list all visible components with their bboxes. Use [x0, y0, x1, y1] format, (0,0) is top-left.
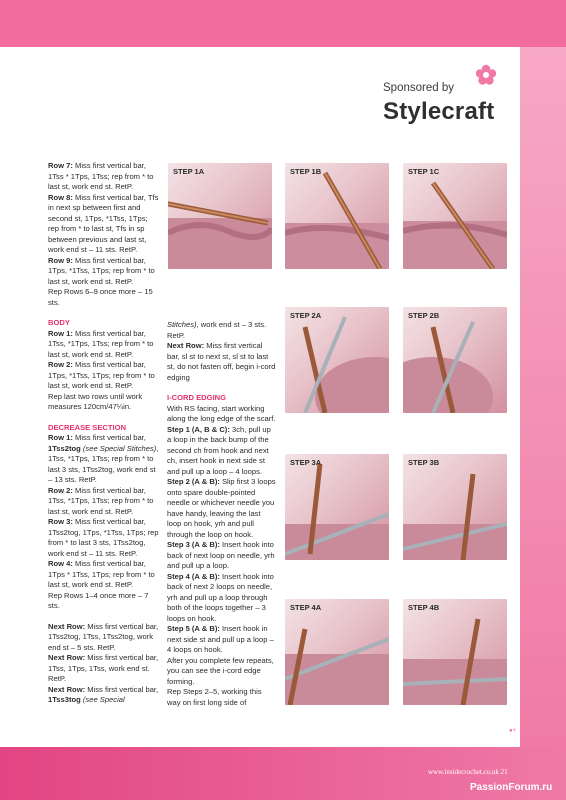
step-label: STEP 3A [290, 458, 322, 467]
brand-logo-text: Stylecraft [383, 98, 495, 125]
step-text: Insert hook into back of next loop on needle, yrh and pull up a loop. [167, 540, 275, 570]
step-photo-3a [285, 454, 389, 560]
row-label: Row 1: [48, 328, 73, 338]
row-text: Miss first vertical bar, sl st to next st, sl st to last st, do not fasten off, begin i-cord edging [167, 341, 276, 382]
step-photo-1c [403, 163, 507, 269]
step-label: Step 5 (A & B): [167, 624, 220, 633]
step-label: Step 2 (A & B): [167, 477, 220, 486]
row-text: Miss first vertical bar, 1Tss, *1Tps, 1Tss; rep from * to last st, work end st. RetP. [48, 485, 154, 516]
step-label: STEP 1A [173, 167, 205, 176]
step-text: Slip first 3 loops onto spare double-pointed needle or whichever needle you have handy, leaving the last loop on hook, yrh and pull through the loop on hook. [167, 477, 276, 539]
row-label: Row 3: [48, 517, 73, 526]
top-banner [0, 0, 566, 47]
stitch-name: 1Tss2tog [48, 443, 81, 453]
row-text: Miss first vertical bar, 1Tss, 1Tps, 1Tss, work end st. RetP. [48, 653, 159, 683]
row-label: Next Row: [48, 684, 86, 694]
step-photo-1a [168, 163, 272, 269]
row-label: Next Row: [48, 653, 86, 662]
step-photo-4b [403, 599, 507, 705]
photo-illustration [168, 163, 272, 269]
step-text: Insert hook into back of next 2 loops on needle, yrh and pull up a loop through both of the loops together – 3 loops on hook. [167, 571, 274, 623]
step-label: STEP 1C [408, 167, 440, 176]
row-label: Row 2: [48, 360, 73, 369]
watermark: PassionForum.ru [470, 782, 553, 793]
pattern-column-1 [48, 161, 160, 706]
photo-illustration [285, 163, 389, 269]
note-text: After you complete few repeats, you can see the i-cord edge forming. [167, 655, 274, 686]
row-label: Row 7: [48, 161, 73, 170]
photo-illustration [285, 307, 389, 413]
step-label: Step 3 (A & B): [167, 540, 220, 549]
step-photo-2a [285, 307, 389, 413]
step-label: STEP 1B [290, 167, 322, 176]
row-text: Miss first vertical bar, 1Tss, *1Tps, 1Tss; rep from * to last st, work end st. RetP. [48, 328, 154, 359]
row-text: Miss first vertical bar, 1Tps, *1Tss, 1Tps; rep from * to last st, work end st. RetP. [48, 255, 155, 286]
row-text: , work end st – 3 sts. RetP. [167, 320, 267, 340]
cross-reference: (see Special Stitches) [80, 443, 157, 453]
photo-illustration [285, 599, 389, 705]
photo-illustration [403, 307, 507, 413]
row-text: Miss first vertical bar, 1Tps, *1Tss, 1Tps; rep from * to last st, work end st. RetP. [48, 360, 155, 390]
cross-reference: Stitches) [167, 320, 197, 329]
cross-reference: (see Special [80, 695, 125, 704]
stitch-name: 1Tss3tog [48, 695, 81, 704]
photo-illustration [403, 163, 507, 269]
step-text: 3ch, pull up a loop in the back bump of the second ch from hook and next ch, insert hook in next side st and pull up a loop – 4 loops. [167, 424, 271, 476]
photo-illustration [403, 454, 507, 560]
section-heading-body: BODY [48, 318, 70, 327]
step-photo-4a [285, 599, 389, 705]
row-text: Miss first vertical bar, 1Tps * 1Tss, 1Tps; rep from * to last st, work end st. RetP. [48, 559, 155, 589]
step-label: STEP 4A [290, 603, 322, 612]
step-label: STEP 2A [290, 311, 322, 320]
step-label: STEP 4B [408, 603, 440, 612]
row-text: Miss first vertical bar, 1Tss * 1Tps, 1Tss; rep from * to last st, work end st. RetP. [48, 161, 154, 191]
row-text: Miss first vertical bar, Tfs in next sp between first and second st, 1Tps, *1Tss, 1Tps; rep from * to last st, Tfs in sp between previous and last st, work end st – 11 sts. RetP. [48, 192, 159, 254]
flower-logo-icon [475, 64, 497, 86]
sponsor-block [383, 82, 513, 128]
repeat-note: Rep Steps 2–5, working this way on first long side of [167, 687, 262, 707]
continued-marker: ●+ [509, 728, 517, 734]
row-text: Miss first vertical bar, [85, 684, 159, 694]
repeat-note: Rep Rows 6–9 once more – 15 sts. [48, 287, 153, 307]
footer-url [428, 768, 508, 776]
repeat-note: Rep last two rows until work measures 120cm/47¼in. [48, 391, 143, 411]
step-photo-1b [285, 163, 389, 269]
repeat-note: Rep Rows 1–4 once more – 7 sts. [48, 590, 149, 610]
row-label: Row 2: [48, 485, 73, 495]
intro-text: With RS facing, start working along the long edge of the scarf. [167, 403, 276, 423]
step-label: Step 1 (A, B & C): [167, 424, 230, 434]
section-heading-icord: I-CORD EDGING [167, 393, 227, 402]
step-label: STEP 3B [408, 458, 440, 467]
sponsor-label: Sponsored by [383, 82, 454, 94]
photo-illustration [285, 454, 389, 560]
step-text: Insert hook in next side st and pull up a loop – 4 loops on hook. [167, 624, 274, 654]
step-label: STEP 2B [408, 311, 440, 320]
row-text: Miss first vertical bar, 1Tss2tog, 1Tss, 1Tss2tog, work end st – 5 sts. RetP. [48, 621, 159, 652]
row-label: Row 8: [48, 192, 73, 202]
side-band [520, 47, 566, 747]
row-text: Miss first vertical bar, 1Tss2tog, 1Tps, *1Tss, 1Tps; rep from * to last 3 sts, 1Tss2tog, work end st – 11 sts. RetP. [48, 517, 159, 558]
row-label: Row 9: [48, 255, 73, 265]
row-label: Row 1: [48, 433, 73, 442]
step-photo-3b [403, 454, 507, 560]
step-photo-2b [403, 307, 507, 413]
site-url: www.insidecrochet.co.uk [428, 768, 499, 776]
row-text: , 1Tss, *1Tps, 1Tss; rep from * to last 3 sts, 1Tss2tog, work end st – 13 sts. RetP. [48, 443, 159, 484]
row-label: Next Row: [167, 341, 205, 350]
row-text: Miss first vertical bar, [72, 433, 146, 442]
section-heading-decrease: DECREASE SECTION [48, 422, 127, 432]
photo-illustration [403, 599, 507, 705]
row-label: Next Row: [48, 621, 86, 631]
pattern-column-2 [167, 320, 277, 708]
page-number: 21 [500, 768, 508, 776]
step-label: Step 4 (A & B): [167, 571, 220, 581]
row-label: Row 4: [48, 559, 73, 568]
